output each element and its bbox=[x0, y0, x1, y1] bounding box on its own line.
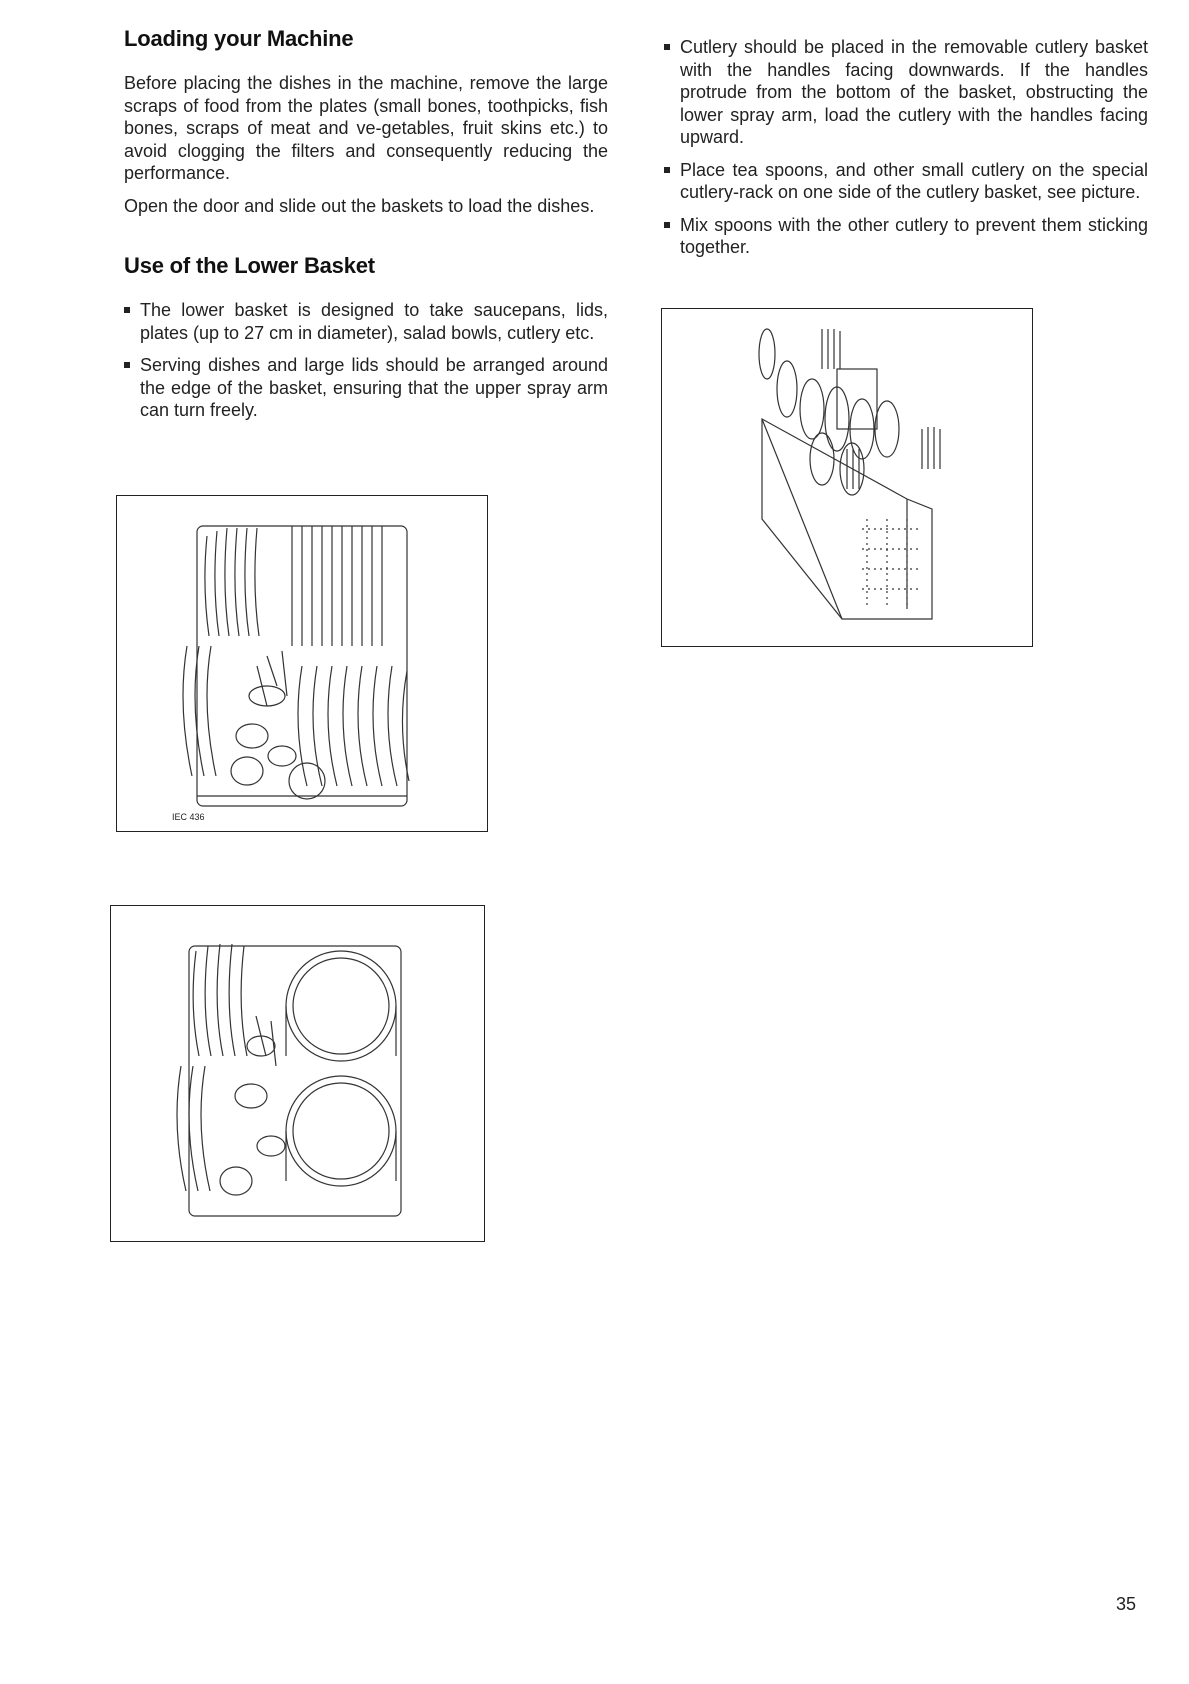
bullet-icon bbox=[124, 307, 130, 313]
list-item-text: The lower basket is designed to take saucepans, lids, plates (up to 27 cm in diameter), salad bowls, cutlery etc. bbox=[140, 300, 608, 343]
lower-basket-plates-illustration bbox=[117, 496, 487, 831]
bullet-icon bbox=[664, 167, 670, 173]
bullet-icon bbox=[664, 44, 670, 50]
lower-basket-list bbox=[124, 299, 608, 422]
paragraph-open-door: Open the door and slide out the baskets to load the dishes. bbox=[124, 195, 595, 216]
bullet-icon bbox=[124, 362, 130, 368]
list-item-text: Serving dishes and large lids should be arranged around the edge of the basket, ensuring that the upper spray arm can turn freely. bbox=[140, 355, 608, 420]
lower-basket-pots-illustration bbox=[111, 906, 484, 1241]
list-item-text: Place tea spoons, and other small cutlery on the special cutlery-rack on one side of the cutlery basket, see picture. bbox=[680, 159, 1148, 202]
lower-basket-plates-figure bbox=[116, 495, 488, 832]
list-item bbox=[124, 299, 608, 344]
list-item-text: Mix spoons with the other cutlery to prevent them sticking together. bbox=[680, 214, 1148, 257]
bullet-icon bbox=[664, 222, 670, 228]
list-item bbox=[664, 214, 1148, 259]
cutlery-basket-figure bbox=[661, 308, 1033, 647]
lower-basket-pots-figure bbox=[110, 905, 485, 1242]
list-item bbox=[124, 354, 608, 422]
heading-lower-basket: Use of the Lower Basket bbox=[124, 253, 375, 278]
paragraph-remove-scraps: Before placing the dishes in the machine, remove the large scraps of food from the plates (small bones, toothpicks, fish bones, scraps of meat and ve-getables, fruit skins etc.) to avoid clogging the filters and consequently reducing the performance. bbox=[124, 73, 608, 183]
left-column bbox=[124, 26, 608, 432]
page-number: 35 bbox=[1116, 1594, 1137, 1614]
figure-code-label: IEC 436 bbox=[172, 812, 205, 822]
list-item-text: Cutlery should be placed in the removable cutlery basket with the handles facing downwards. If the handles protrude from the bottom of the basket, obstructing the lower spray arm, load the cutlery with the handles facing upward. bbox=[680, 37, 1148, 147]
heading-loading-machine: Loading your Machine bbox=[124, 26, 354, 51]
list-item bbox=[664, 36, 1148, 149]
cutlery-basket-illustration bbox=[662, 309, 1032, 646]
list-item bbox=[664, 159, 1148, 204]
right-column bbox=[664, 36, 1148, 269]
cutlery-list bbox=[664, 36, 1148, 259]
